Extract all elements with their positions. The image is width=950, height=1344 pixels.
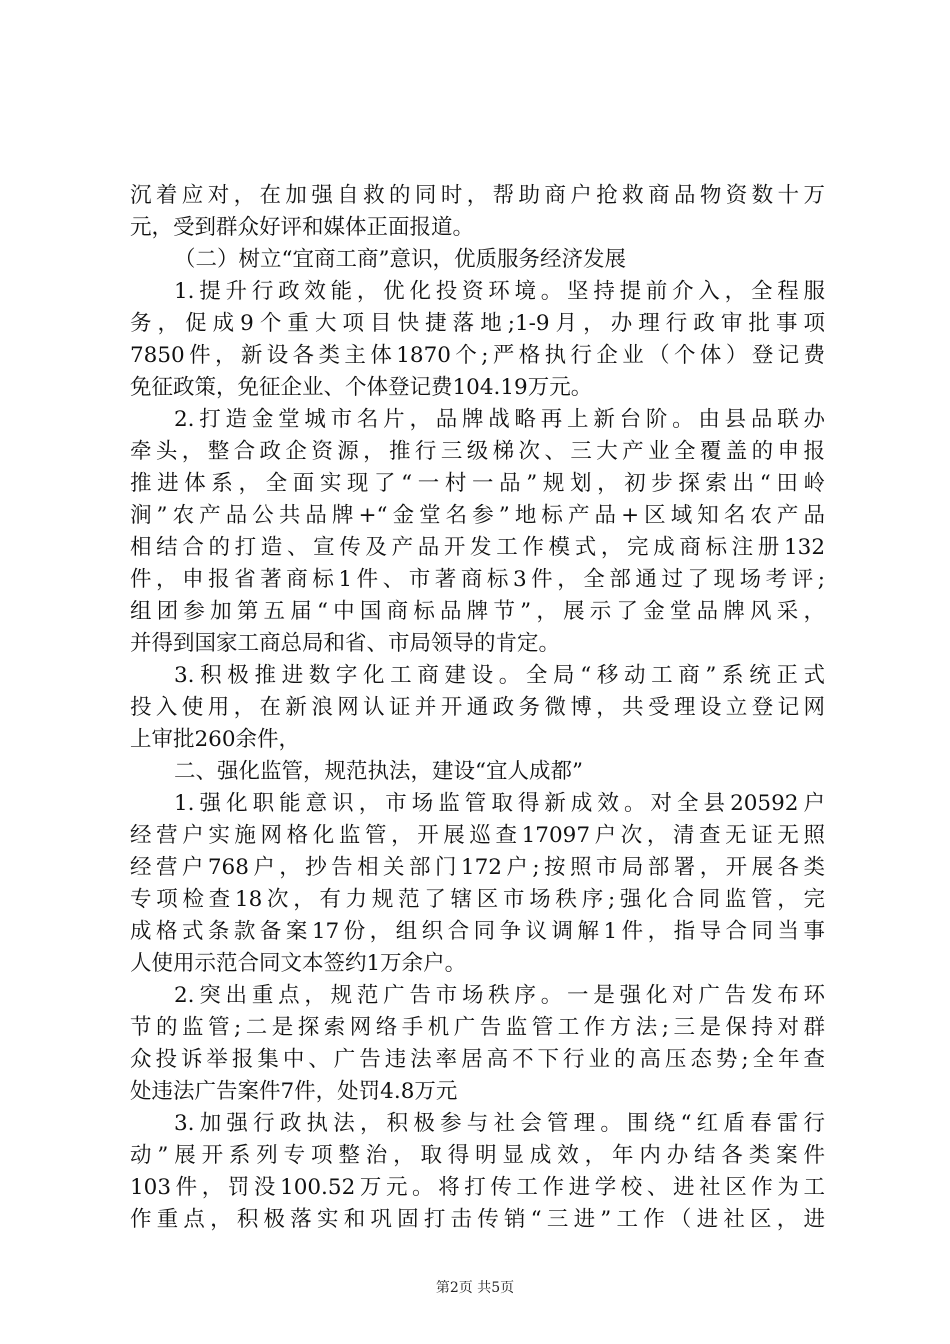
text-line: 专项检查18次，有力规范了辖区市场秩序;强化合同监管，完 [130,887,825,912]
text-line: 1.强化职能意识，市场监管取得新成效。对全县20592户 [174,791,825,816]
text-line: 7850件，新设各类主体1870个;严格执行企业（个体）登记费 [130,343,825,368]
text-line: 众投诉举报集中、广告违法率居高不下行业的高压态势;全年查 [130,1047,825,1072]
text-line: 103件，罚没100.52万元。将打传工作进学校、进社区作为工 [130,1175,825,1200]
text-line: 相结合的打造、宣传及产品开发工作模式，完成商标注册132 [130,535,825,560]
text-line: 人使用示范合同文本签约1万余户。 [130,951,467,976]
page-footer: 第2页 共5页 [435,1280,515,1296]
text-line: 牵头，整合政企资源，推行三级梯次、三大产业全覆盖的申报 [130,439,825,464]
text-line: 上审批260余件， [130,727,301,752]
section-heading: （二）树立“宜商工商”意识，优质服务经济发展 [174,247,626,272]
text-line: 并得到国家工商总局和省、市局领导的肯定。 [130,631,561,656]
text-line: 沉着应对，在加强自救的同时，帮助商户抢救商品物资数十万 [130,183,825,208]
text-line: 节的监管;二是探索网络手机广告监管工作方法;三是保持对群 [130,1015,825,1040]
text-line: 经营户768户，抄告相关部门172户;按照市局部署，开展各类 [130,855,825,880]
text-line: 组团参加第五届“中国商标品牌节”，展示了金堂品牌风采， [130,599,825,624]
text-line: 务，促成9个重大项目快捷落地;1-9月，办理行政审批事项 [130,311,825,336]
text-line: 涧”农产品公共品牌+“金堂名参”地标产品+区域知名农产品 [130,503,825,528]
text-line: 3.加强行政执法，积极参与社会管理。围绕“红盾春雷行 [174,1111,825,1136]
text-line: 2.突出重点，规范广告市场秩序。一是强化对广告发布环 [174,983,825,1008]
text-line: 经营户实施网格化监管，开展巡查17097户次，清查无证无照 [130,823,825,848]
text-line: 免征政策，免征企业、个体登记费104.19万元。 [130,375,593,400]
section-heading: 二、强化监管，规范执法，建设“宜人成都” [174,759,583,784]
text-line: 投入使用，在新浪网认证并开通政务微博，共受理设立登记网 [130,695,825,720]
text-line: 推进体系，全面实现了“一村一品”规划，初步探索出“田岭 [130,471,825,496]
text-line: 2.打造金堂城市名片，品牌战略再上新台阶。由县品联办 [174,407,825,432]
text-line: 元，受到群众好评和媒体正面报道。 [130,215,475,240]
text-line: 件，申报省著商标1件、市著商标3件，全部通过了现场考评; [130,567,825,592]
text-line: 成格式条款备案17份，组织合同争议调解1件，指导合同当事 [130,919,825,944]
text-line: 3.积极推进数字化工商建设。全局“移动工商”系统正式 [174,663,825,688]
text-line: 处违法广告案件7件，处罚4.8万元 [130,1079,458,1104]
text-line: 1.提升行政效能，优化投资环境。坚持提前介入，全程服 [174,279,825,304]
text-line: 作重点，积极落实和巩固打击传销“三进”工作（进社区，进 [130,1207,825,1232]
text-line: 动”展开系列专项整治，取得明显成效，年内办结各类案件 [130,1143,825,1168]
